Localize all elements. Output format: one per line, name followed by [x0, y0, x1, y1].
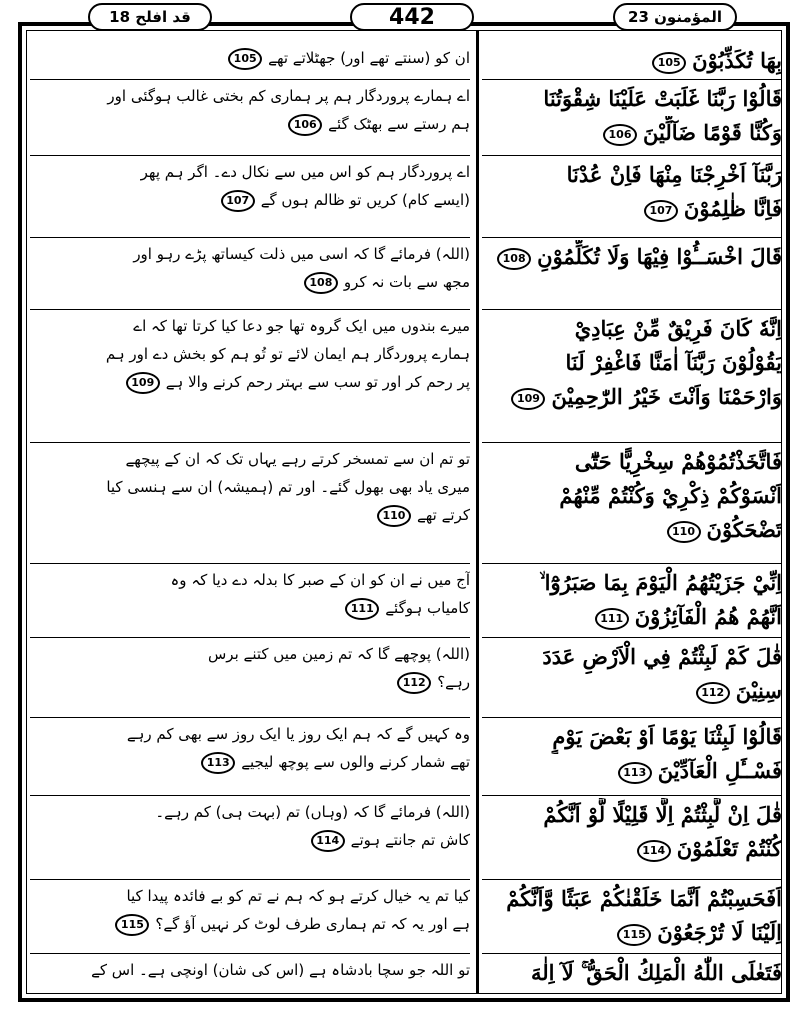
- arabic-verse-line: [482, 640, 782, 674]
- verse-number-badge: 112: [696, 682, 730, 704]
- verse-number-badge: 105: [652, 52, 686, 74]
- urdu-verse-line: [30, 826, 470, 854]
- verse-separator: [482, 717, 782, 718]
- arabic-text: قَالُوْا رَبَّنَا غَلَبَتْ عَلَيْنَا شِقْوَتُنَا: [543, 86, 782, 111]
- arabic-verse-line: [482, 754, 782, 788]
- arabic-text: اَفَحَسِبْتُمْ اَنَّمَا خَلَقْنٰكُمْ عَبَثًا وَّاَنَّكُمْ: [506, 886, 782, 911]
- arabic-verse-line: [482, 882, 782, 916]
- urdu-text: کاش تم جانتے ہوتے: [350, 831, 470, 849]
- arabic-verse-block: [482, 882, 782, 950]
- urdu-text: کامیاب ہوگئے: [385, 599, 470, 617]
- urdu-verse-line: [30, 340, 470, 368]
- urdu-text: رہے؟: [437, 673, 470, 691]
- verse-separator: [30, 79, 470, 80]
- verse-number-badge: 114: [311, 830, 345, 852]
- urdu-verse-line: [30, 368, 470, 396]
- verse-number-badge: 105: [228, 48, 262, 70]
- arabic-verse-line: [482, 158, 782, 192]
- urdu-verse-block: [30, 720, 470, 776]
- urdu-verse-line: [30, 473, 470, 501]
- urdu-verse-line: [30, 268, 470, 296]
- urdu-verse-block: [30, 312, 470, 396]
- verse-separator: [482, 953, 782, 954]
- verse-number-badge: 106: [288, 114, 322, 136]
- arabic-verse-block: [482, 445, 782, 547]
- urdu-verse-line: [30, 501, 470, 529]
- arabic-verse-block: [482, 158, 782, 226]
- verse-separator: [30, 237, 470, 238]
- urdu-text: میرے بندوں میں ایک گروہ تھا جو دعا کیا کرتا تھا کہ اے: [133, 317, 470, 335]
- urdu-verse-line: [30, 110, 470, 138]
- arabic-verse-block: [482, 240, 782, 274]
- arabic-verse-line: [482, 312, 782, 346]
- verse-separator: [482, 563, 782, 564]
- urdu-verse-line: [30, 44, 470, 72]
- verse-number-badge: 115: [115, 914, 149, 936]
- arabic-verse-block: [482, 566, 782, 634]
- arabic-text: تَضْحَكُوْنَ: [706, 517, 782, 542]
- urdu-text: ہم رستے سے بھٹک گئے: [328, 115, 470, 133]
- arabic-text: فَاِنَّا ظٰلِمُوْنَ: [683, 196, 782, 221]
- column-divider: [476, 30, 479, 994]
- urdu-verse-block: [30, 44, 470, 72]
- verse-number-badge: 107: [644, 200, 678, 222]
- arabic-text: قَالُوْا لَبِثْنَا يَوْمًا اَوْ بَعْضَ يَوْمٍ: [552, 724, 782, 749]
- urdu-verse-line: [30, 82, 470, 110]
- verse-number-badge: 109: [511, 388, 545, 410]
- arabic-verse-line: [482, 916, 782, 950]
- verse-separator: [30, 717, 470, 718]
- arabic-text: سِنِيْنَ: [735, 678, 782, 703]
- verse-separator: [482, 79, 782, 80]
- arabic-text: اِنِّيْ جَزَيْتُهُمُ الْيَوْمَ بِمَا صَبَرُوْٓا ۙ: [539, 570, 782, 595]
- verse-separator: [30, 563, 470, 564]
- urdu-verse-line: [30, 240, 470, 268]
- verse-number-badge: 112: [397, 672, 431, 694]
- arabic-verse-line: [482, 479, 782, 513]
- urdu-text: (اللہ) پوچھے گا کہ تم زمین میں کتنے برس: [208, 645, 470, 663]
- urdu-text: پر رحم کر اور تو سب سے بہتر رحم کرنے والا ہے: [165, 373, 470, 391]
- arabic-verse-line: [482, 82, 782, 116]
- urdu-text: (اللہ) فرمائے گا کہ (وہاں) تم (بہت ہی) کم رہے۔: [155, 803, 470, 821]
- verse-separator: [482, 237, 782, 238]
- arabic-verse-line: [482, 192, 782, 226]
- urdu-verse-block: [30, 640, 470, 696]
- arabic-text: كُنْتُمْ تَعْلَمُوْنَ: [676, 836, 782, 861]
- urdu-translation-column: [30, 32, 470, 992]
- urdu-text: ان کو (سنتے تھے اور) جھٹلاتے تھے: [268, 49, 470, 67]
- verse-number-badge: 107: [221, 190, 255, 212]
- urdu-verse-line: [30, 640, 470, 668]
- urdu-verse-line: [30, 910, 470, 938]
- urdu-verse-block: [30, 445, 470, 529]
- urdu-verse-block: [30, 566, 470, 622]
- arabic-verse-line: [482, 240, 782, 274]
- verse-number-badge: 110: [377, 505, 411, 527]
- verse-separator: [30, 442, 470, 443]
- arabic-text: فَتَعٰلَى اللّٰهُ الْمَلِكُ الْحَقُّ ۚ لَآ اِلٰهَ: [530, 960, 782, 985]
- urdu-verse-block: [30, 798, 470, 854]
- verse-separator: [482, 309, 782, 310]
- arabic-verse-block: [482, 44, 782, 78]
- verse-number-badge: 108: [304, 272, 338, 294]
- verse-number-badge: 111: [345, 598, 379, 620]
- verse-separator: [482, 637, 782, 638]
- urdu-text: تو اللہ جو سچا بادشاہ ہے (اس کی شان) اونچی ہے۔ اس کے: [91, 961, 470, 979]
- urdu-text: (ایسے کام) کریں تو ظالم ہوں گے: [260, 191, 470, 209]
- arabic-verse-line: [482, 798, 782, 832]
- verse-separator: [30, 953, 470, 954]
- arabic-verse-line: [482, 44, 782, 78]
- verse-number-badge: 115: [617, 924, 651, 946]
- arabic-verse-line: [482, 566, 782, 600]
- verse-number-badge: 110: [667, 521, 701, 543]
- arabic-text: وَكُنَّا قَوْمًا ضَآلِّيْنَ: [643, 120, 782, 145]
- urdu-verse-block: [30, 240, 470, 296]
- arabic-verse-block: [482, 312, 782, 414]
- arabic-text: فَاتَّخَذْتُمُوْهُمْ سِخْرِيًّا حَتّٰٓى: [574, 449, 782, 474]
- urdu-verse-line: [30, 798, 470, 826]
- urdu-text: (اللہ) فرمائے گا کہ اسی میں ذلت کیساتھ پڑے رہو اور: [133, 245, 470, 263]
- juz-label: قد افلح 18: [88, 3, 212, 31]
- verse-number-badge: 106: [603, 124, 637, 146]
- arabic-text: رَبَّنَآ اَخْرِجْنَا مِنْهَا فَاِنْ عُدْنَا: [566, 162, 782, 187]
- urdu-verse-line: [30, 445, 470, 473]
- verse-number-badge: 109: [126, 372, 160, 394]
- arabic-verse-line: [482, 445, 782, 479]
- arabic-text: قٰلَ اِنْ لَّبِثْتُمْ اِلَّا قَلِيْلًا لَّوْ اَنَّكُمْ: [543, 802, 782, 827]
- urdu-text: تو تم ان سے تمسخر کرتے رہے یہاں تک کہ ان کے پیچھے: [125, 450, 470, 468]
- urdu-verse-line: [30, 312, 470, 340]
- urdu-verse-line: [30, 748, 470, 776]
- urdu-verse-line: [30, 882, 470, 910]
- verse-separator: [30, 309, 470, 310]
- arabic-text: يَقُوْلُوْنَ رَبَّنَآ اٰمَنَّا فَاغْفِرْ لَنَا: [565, 350, 782, 375]
- urdu-verse-line: [30, 186, 470, 214]
- verse-separator: [482, 879, 782, 880]
- urdu-verse-block: [30, 956, 470, 984]
- arabic-verse-line: [482, 380, 782, 414]
- arabic-verse-line: [482, 956, 782, 990]
- arabic-verse-line: [482, 513, 782, 547]
- verse-separator: [482, 155, 782, 156]
- arabic-text: قَالَ اخْسَــُٔوْا فِيْهَا وَلَا تُكَلِّمُوْنِ: [537, 244, 782, 269]
- urdu-verse-line: [30, 720, 470, 748]
- urdu-verse-line: [30, 956, 470, 984]
- arabic-text: فَسْــَٔلِ الْعَآدِّيْنَ: [657, 758, 782, 783]
- urdu-text: آج میں نے ان کو ان کے صبر کا بدلہ دے دیا کہ وہ: [170, 571, 470, 589]
- arabic-text: اِنَّهٗ كَانَ فَرِيْقٌ مِّنْ عِبَادِيْ: [574, 316, 782, 341]
- urdu-text: کرتے تھے: [416, 506, 470, 524]
- arabic-verse-line: [482, 674, 782, 708]
- arabic-text: قٰلَ كَمْ لَبِثْتُمْ فِي الْاَرْضِ عَدَدَ: [542, 644, 782, 669]
- verse-number-badge: 111: [595, 608, 629, 630]
- urdu-text: ہمارے پروردگار ہم ایمان لائے تو تُو ہم کو بخش دے اور ہم: [105, 345, 470, 363]
- arabic-verse-block: [482, 82, 782, 150]
- verse-separator: [482, 442, 782, 443]
- urdu-text: مجھ سے بات نہ کرو: [343, 273, 470, 291]
- verse-number-badge: 113: [201, 752, 235, 774]
- verse-number-badge: 113: [618, 762, 652, 784]
- urdu-verse-line: [30, 594, 470, 622]
- verse-number-badge: 114: [637, 840, 671, 862]
- arabic-text: اَنْسَوْكُمْ ذِكْرِيْ وَكُنْتُمْ مِّنْهُمْ: [559, 483, 782, 508]
- arabic-verse-line: [482, 600, 782, 634]
- urdu-text: اے پروردگار ہم کو اس میں سے نکال دے۔ اگر ہم پھر: [140, 163, 470, 181]
- arabic-verse-line: [482, 720, 782, 754]
- verse-separator: [30, 155, 470, 156]
- arabic-text: اِلَيْنَا لَا تُرْجَعُوْنَ: [657, 920, 782, 945]
- surah-label: المؤمنون 23: [613, 3, 737, 31]
- urdu-verse-line: [30, 158, 470, 186]
- urdu-verse-line: [30, 668, 470, 696]
- urdu-text: کیا تم یہ خیال کرتے ہو کہ ہم نے تم کو بے فائدہ پیدا کیا: [126, 887, 470, 905]
- urdu-verse-block: [30, 82, 470, 138]
- urdu-verse-line: [30, 566, 470, 594]
- arabic-verse-line: [482, 832, 782, 866]
- arabic-column: [482, 32, 782, 992]
- arabic-text: بِهَا تُكَذِّبُوْنَ: [692, 48, 782, 73]
- verse-separator: [30, 795, 470, 796]
- verse-separator: [30, 637, 470, 638]
- urdu-text: ہے اور یہ کہ تم ہماری طرف لوٹ کر نہیں آؤ گے؟: [155, 915, 470, 933]
- arabic-verse-line: [482, 116, 782, 150]
- arabic-verse-line: [482, 346, 782, 380]
- arabic-verse-block: [482, 798, 782, 866]
- arabic-verse-block: [482, 956, 782, 990]
- verse-separator: [30, 879, 470, 880]
- urdu-verse-block: [30, 158, 470, 214]
- urdu-verse-block: [30, 882, 470, 938]
- page-number: 442: [350, 3, 474, 31]
- arabic-text: وَارْحَمْنَا وَاَنْتَ خَيْرُ الرّٰحِمِيْنَ: [551, 384, 782, 409]
- arabic-verse-block: [482, 720, 782, 788]
- verse-number-badge: 108: [497, 248, 531, 270]
- arabic-text: اَنَّهُمْ هُمُ الْفَآئِزُوْنَ: [634, 604, 782, 629]
- urdu-text: میری یاد بھی بھول گئے۔ اور تم (ہمیشہ) ان سے ہنسی کیا: [106, 478, 470, 496]
- verse-separator: [482, 795, 782, 796]
- urdu-text: وہ کہیں گے کہ ہم ایک روز یا ایک روز سے بھی کم رہے: [126, 725, 470, 743]
- urdu-text: اے ہمارے پروردگار ہم پر ہماری کم بختی غالب ہوگئی اور: [107, 87, 470, 105]
- urdu-text: تھے شمار کرنے والوں سے پوچھ لیجیے: [241, 753, 470, 771]
- arabic-verse-block: [482, 640, 782, 708]
